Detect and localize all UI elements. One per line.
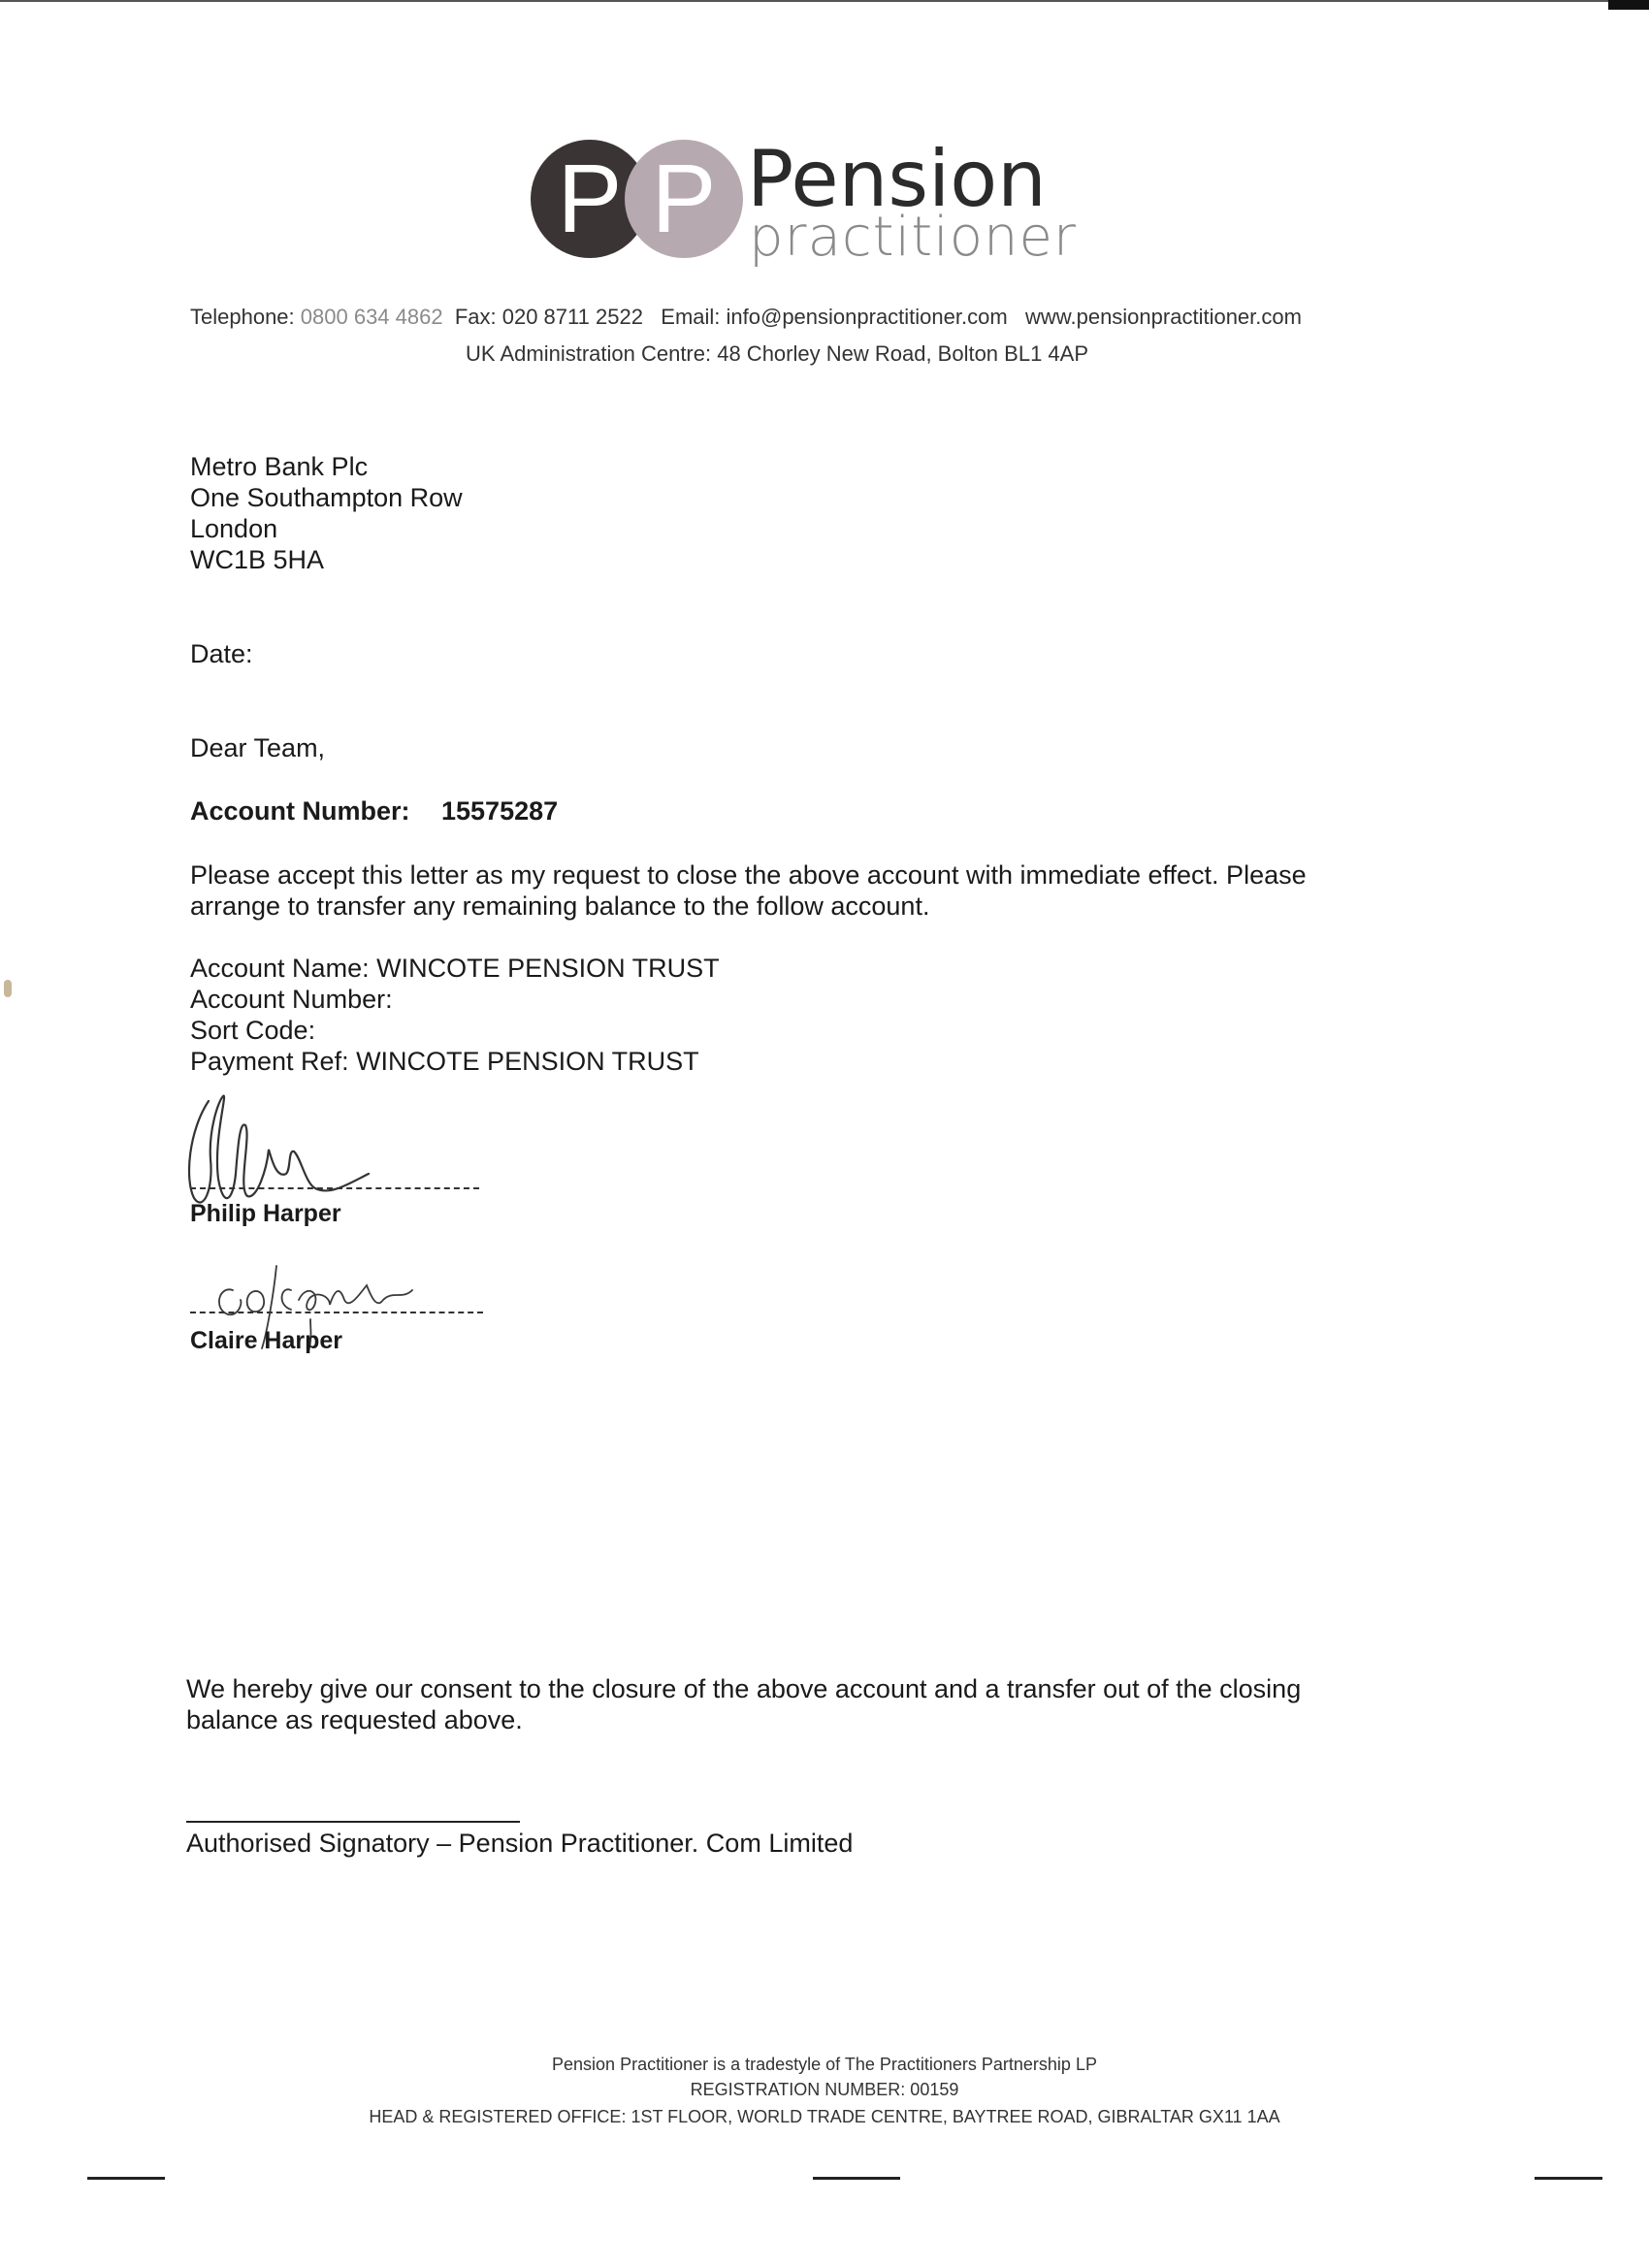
consent-paragraph-line-2: balance as requested above. [186, 1705, 523, 1734]
signature-line-1 [190, 1187, 479, 1189]
logo-circle-light [625, 140, 743, 258]
logo-word-pension: Pension [747, 134, 1047, 224]
signature-philip-harper [179, 1082, 432, 1217]
salutation: Dear Team, [190, 733, 326, 762]
logo-letter-p-dark: P [557, 145, 623, 253]
transfer-account-number: Account Number: [190, 985, 393, 1014]
signature-line-2 [190, 1312, 483, 1313]
request-paragraph-line-2: arrange to transfer any remaining balance to the follow account. [190, 891, 930, 921]
consent-paragraph-line-1: We hereby give our consent to the closure of the above account and a transfer out of the closing [186, 1674, 1302, 1703]
authorised-signature-line [186, 1821, 520, 1823]
scan-mark-right [1535, 2177, 1602, 2180]
transfer-account-name: Account Name: WINCOTE PENSION TRUST [190, 954, 720, 983]
logo-letter-p-light: P [651, 145, 717, 253]
telephone-number: 0800 634 4862 [300, 305, 443, 329]
website-url: www.pensionpractitioner.com [1025, 305, 1302, 329]
signatory-name-1: Philip Harper [190, 1200, 341, 1227]
logo-word-practitioner: practitioner [749, 206, 1077, 269]
telephone-label: Telephone: [190, 305, 295, 329]
recipient-line-1: Metro Bank Plc [190, 452, 369, 481]
footer-registered-office: HEAD & REGISTERED OFFICE: 1ST FLOOR, WORLD TRADE CENTRE, BAYTREE ROAD, GIBRALTAR GX11 1AA [369, 2107, 1280, 2126]
footer-registration: REGISTRATION NUMBER: 00159 [690, 2080, 959, 2099]
transfer-payment-ref: Payment Ref: WINCOTE PENSION TRUST [190, 1047, 699, 1076]
scan-edge-line [0, 0, 1649, 2]
scan-corner-mark [1608, 0, 1649, 10]
date-label: Date: [190, 639, 253, 668]
admin-centre-address: UK Administration Centre: 48 Chorley New Road, Bolton BL1 4AP [466, 341, 1088, 366]
scan-mark-center [813, 2177, 900, 2180]
request-paragraph-line-1: Please accept this letter as my request to close the above account with immediate effect. Please [190, 860, 1307, 890]
account-number-value: 15575287 [441, 796, 559, 826]
transfer-sort-code: Sort Code: [190, 1016, 316, 1045]
recipient-line-2: One Southampton Row [190, 483, 463, 512]
contact-line [190, 305, 1302, 330]
signatory-name-2: Claire Harper [190, 1327, 343, 1354]
email-address: Email: info@pensionpractitioner.com [661, 305, 1008, 329]
scan-speck [4, 980, 12, 997]
footer-tradestyle: Pension Practitioner is a tradestyle of The Practitioners Partnership LP [552, 2055, 1097, 2074]
authorised-signatory-label: Authorised Signatory – Pension Practitioner. Com Limited [186, 1829, 854, 1858]
account-number-label: Account Number: [190, 796, 410, 826]
recipient-line-4: WC1B 5HA [190, 545, 325, 574]
scan-mark-left [87, 2177, 165, 2180]
recipient-line-3: London [190, 514, 278, 543]
fax-number: Fax: 020 8711 2522 [454, 305, 643, 329]
